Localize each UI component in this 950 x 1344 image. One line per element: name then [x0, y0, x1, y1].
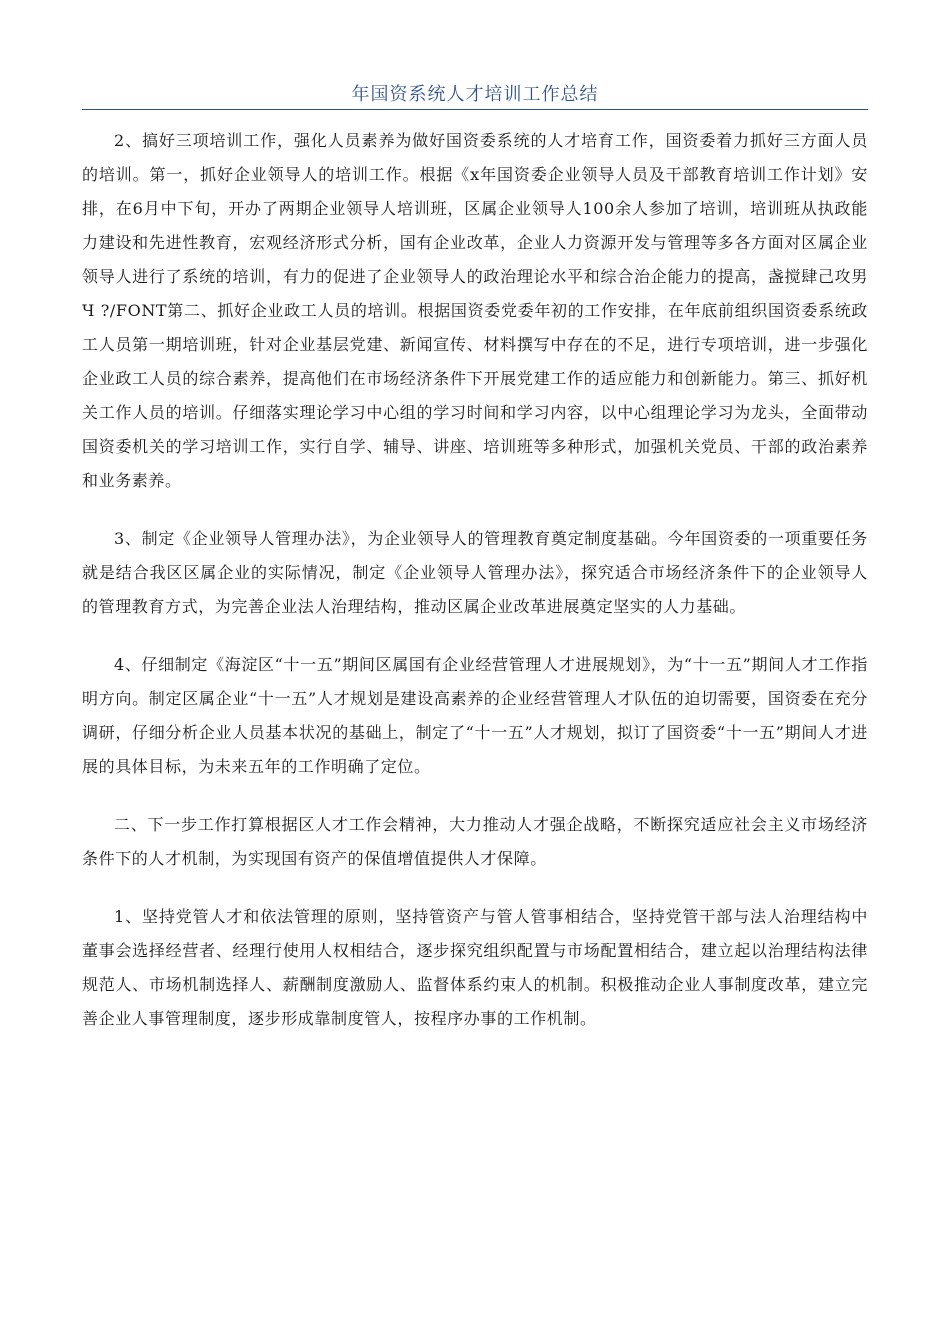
document-title: 年国资系统人才培训工作总结: [351, 84, 599, 105]
document-body: [82, 124, 868, 1060]
paragraph-section-3: 3、制定《企业领导人管理办法》，为企业领导人的管理教育奠定制度基础。今年国资委的一项重要任务就是结合我区区属企业的实际情况，制定《企业领导人管理办法》，探究适合市场经济条件下的企业领导人的管理教育方式，为完善企业法人治理结构，推动区属企业改革进展奠定坚实的人力基础。: [82, 529, 868, 616]
paragraph-next-steps-1: 1、坚持党管人才和依法管理的原则，坚持管资产与管人管事相结合，坚持党管干部与法人治理结构中董事会选择经营者、经理行使用人权相结合，逐步探究组织配置与市场配置相结合，建立起以治理结构法律规范人、市场机制选择人、薪酬制度激励人、监督体系约束人的机制。积极推动企业人事制度改革，建立完善企业人事管理制度，逐步形成靠制度管人，按程序办事的工作机制。: [82, 907, 868, 1028]
paragraph-next-steps: 二、下一步工作打算根据区人才工作会精神，大力推动人才强企战略，不断探究适应社会主义市场经济条件下的人才机制，为实现国有资产的保值增值提供人才保障。: [82, 815, 868, 868]
paragraph-section-4: 4、仔细制定《海淀区“十一五”期间区属国有企业经营管理人才进展规划》，为“十一五”期间人才工作指明方向。制定区属企业“十一五”人才规划是建设高素养的企业经营管理人才队伍的迫切需要，国资委在充分调研，仔细分析企业人员基本状况的基础上，制定了“十一五”人才规划，拟订了国资委“十一五”期间人才进展的具体目标，为未来五年的工作明确了定位。: [82, 655, 868, 776]
header-divider: [82, 109, 868, 110]
paragraph-section-2: 2、搞好三项培训工作，强化人员素养为做好国资委系统的人才培育工作，国资委着力抓好三方面人员的培训。第一，抓好企业领导人的培训工作。根据《x年国资委企业领导人员及干部教育培训工作计划》安排，在6月中下旬，开办了两期企业领导人培训班，区属企业领导人100余人参加了培训，培训班从执政能力建设和先进性教育，宏观经济形式分析，国有企业改革，企业人力资源开发与管理等多各方面对区属企业领导人进行了系统的培训，有力的促进了企业领导人的政治理论水平和综合治企能力的提高，盏搅肆己攻男Ч ?/FONT第二、抓好企业政工人员的培训。根据国资委党委年初的工作安排，在年底前组织国资委系统政工人员第一期培训班，针对企业基层党建、新闻宣传、材料撰写中存在的不足，进行专项培训，进一步强化企业政工人员的综合素养，提高他们在市场经济条件下开展党建工作的适应能力和创新能力。第三、抓好机关工作人员的培训。仔细落实理论学习中心组的学习时间和学习内容，以中心组理论学习为龙头，全面带动国资委机关的学习培训工作，实行自学、辅导、讲座、培训班等多种形式，加强机关党员、干部的政治素养和业务素养。: [82, 131, 868, 490]
